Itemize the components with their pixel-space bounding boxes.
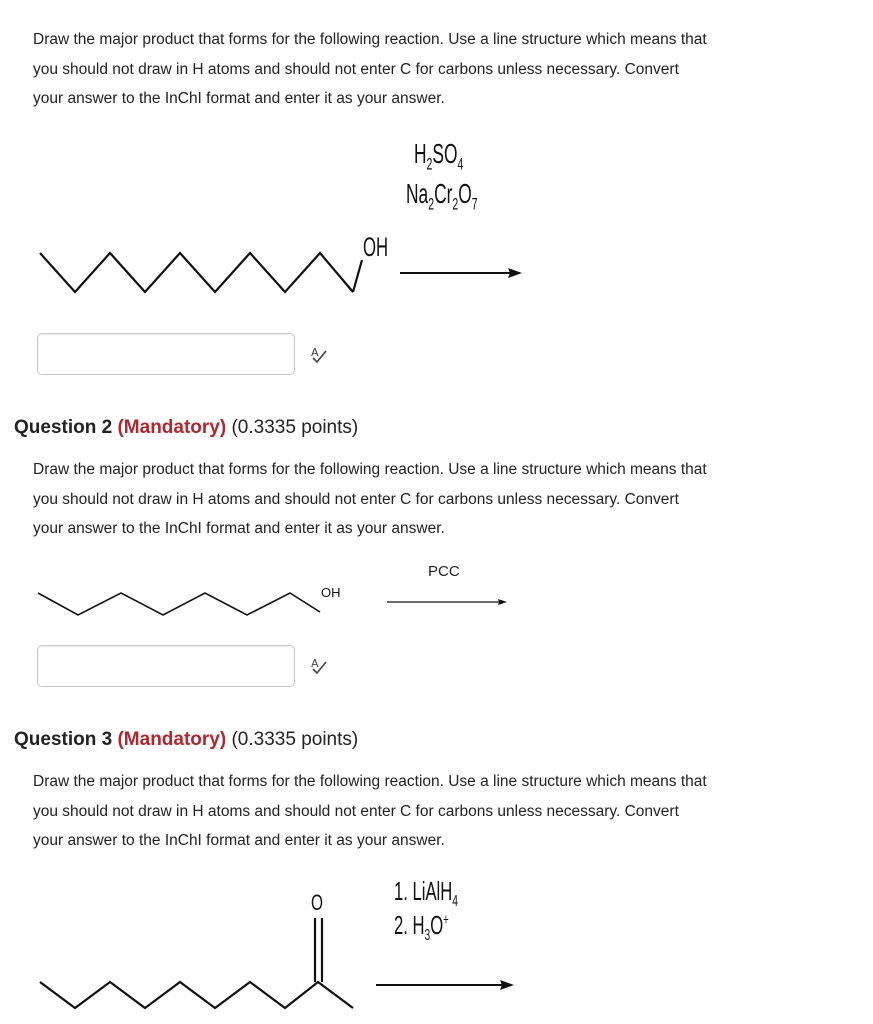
question2-reagent-pcc: PCC	[428, 563, 460, 580]
question1-oh-label: OH	[363, 232, 389, 262]
question3-carbon-chain	[40, 982, 353, 1008]
question3-step2: 2. $H_3O^+$	[394, 910, 449, 945]
question3-arrowhead	[500, 980, 514, 990]
question2-prompt: Draw the major product that forms for the following reaction. Use a line structure which means that you should not draw in H atoms and should not enter C for carbons unless necessary. Convert your answer to the InChI format and enter it as your answer.	[33, 461, 707, 537]
question1-prompt: Draw the major product that forms for the following reaction. Use a line structure which means that you should not draw in H atoms and should not enter C for carbons unless necessary. Convert your answer to the InChI format and enter it as your answer.	[33, 31, 707, 107]
question2-mandatory: (Mandatory)	[117, 417, 227, 438]
question3-step1: 1. LiAlH$_4$	[394, 876, 458, 911]
svg-text:A: A	[311, 657, 319, 670]
question3-label: Question 3	[14, 729, 113, 750]
question2-oh-label: OH	[321, 585, 341, 600]
question3-mandatory: (Mandatory)	[117, 729, 227, 750]
question1-reagent-na2cr2o7: $Na_2Cr_2O_7$	[406, 178, 478, 214]
svg-text:A: A	[311, 346, 319, 359]
question3-prompt: Draw the major product that forms for the following reaction. Use a line structure which means that you should not draw in H atoms and should not enter C for carbons unless necessary. Convert your answer to the InChI format and enter it as your answer.	[33, 773, 707, 849]
question3-oxygen-label: O	[311, 890, 323, 915]
question2-label: Question 2	[14, 417, 113, 438]
question1-reagent-h2so4: $H_2SO_4$	[414, 138, 464, 174]
question2-points: (0.3335 points)	[231, 417, 359, 438]
question3-points: (0.3335 points)	[231, 729, 359, 750]
